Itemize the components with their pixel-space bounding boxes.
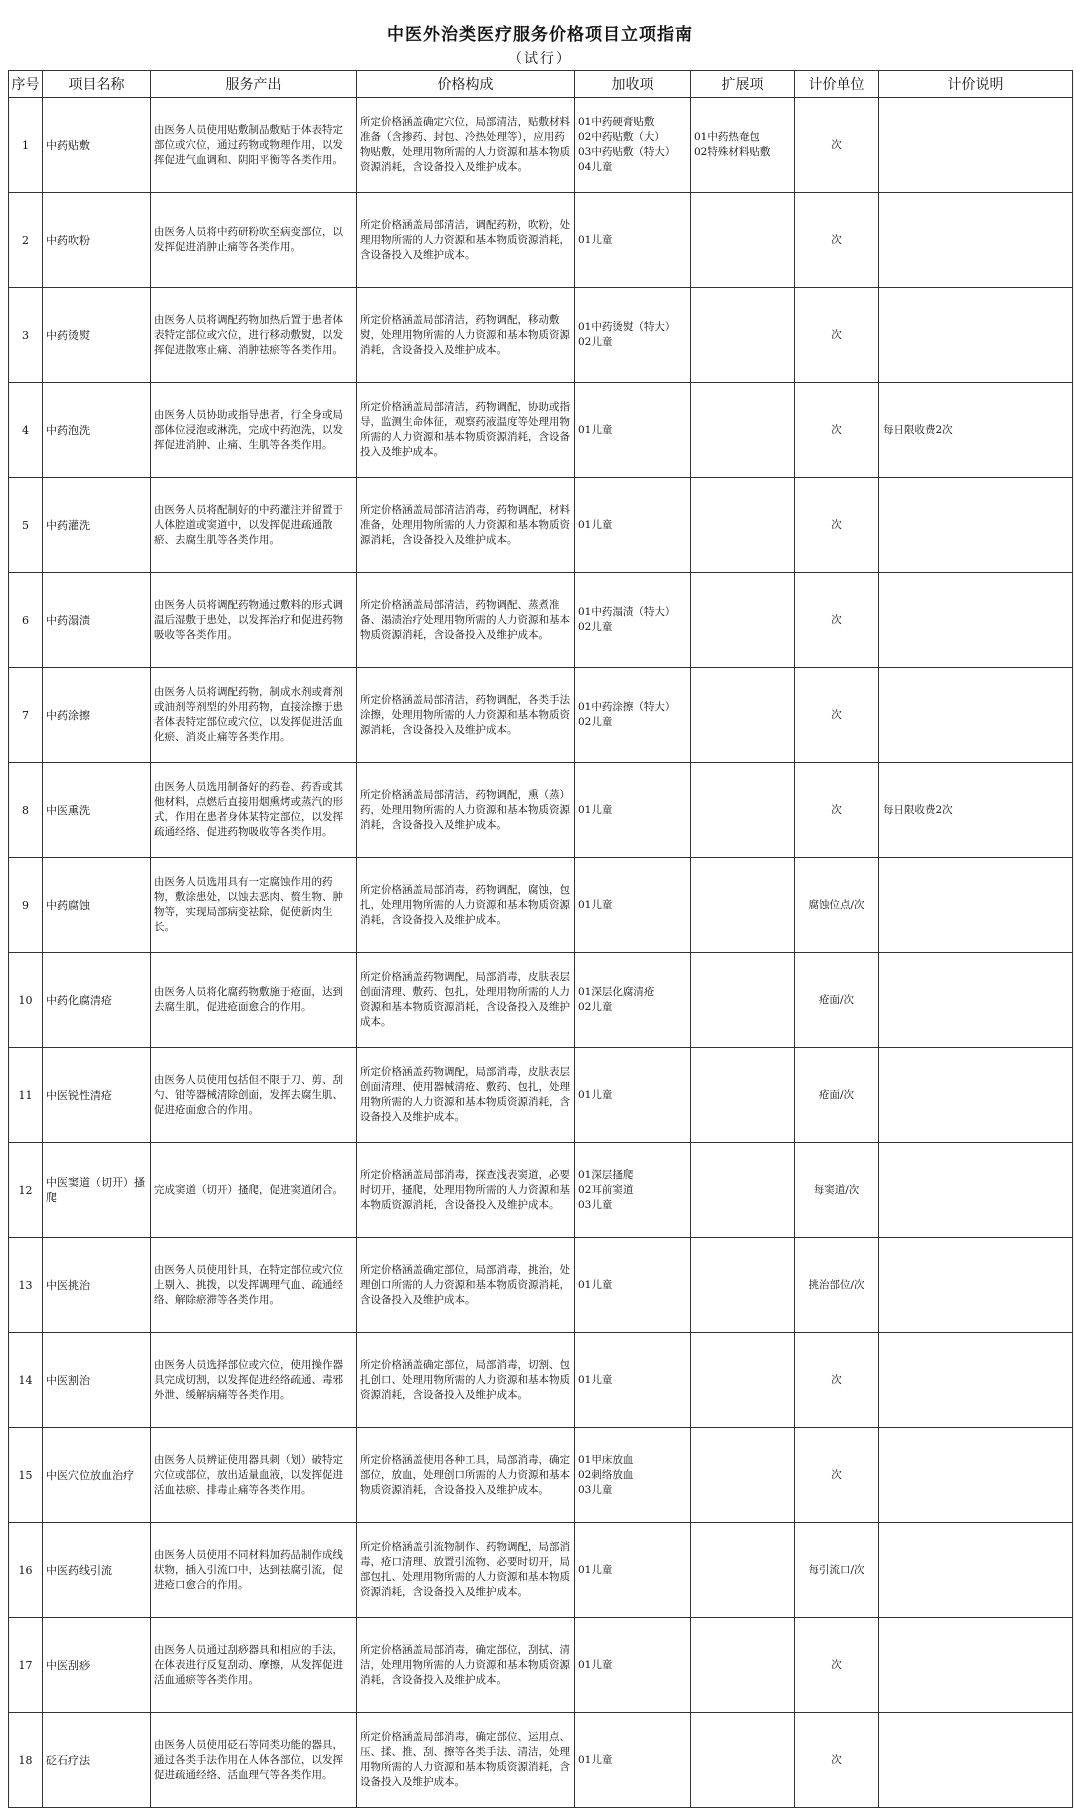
cell-item-name: 中医穴位放血治疗: [43, 1428, 151, 1523]
cell-surcharge: 01儿童: [575, 1048, 691, 1143]
cell-service-output: 由医务人员将中药研粉吹至病变部位，以发挥促进消肿止痛等各类作用。: [151, 193, 357, 288]
cell-service-output: 由医务人员使用砭石等同类功能的器具，通过各类手法作用在人体各部位，以发挥促进疏通经络、活血理气等各类作用。: [151, 1713, 357, 1808]
cell-item-name: 中医窦道（切开）搔爬: [43, 1143, 151, 1238]
cell-price-composition: 所定价格涵盖局部消毒，药物调配，腐蚀，包扎，处理用物所需的人力资源和基本物质资源消耗，含设备投入及维护成本。: [357, 858, 575, 953]
cell-extension: [691, 668, 795, 763]
cell-extension: [691, 573, 795, 668]
cell-surcharge: 01儿童: [575, 1238, 691, 1333]
cell-price-composition: 所定价格涵盖局部清洁，调配药粉，吹粉，处理用物所需的人力资源和基本物质资源消耗，含设备投入及维护成本。: [357, 193, 575, 288]
table-row: [9, 1618, 1073, 1713]
table-row: [9, 98, 1073, 193]
cell-price-composition: 所定价格涵盖局部消毒，探查浅表窦道，必要时切开，搔爬，处理用物所需的人力资源和基本物质资源消耗，含设备投入及维护成本。: [357, 1143, 575, 1238]
cell-service-output: 由医务人员将化腐药物敷施于疮面，达到去腐生肌，促进疮面愈合的作用。: [151, 953, 357, 1048]
cell-item-name: 中药泡洗: [43, 383, 151, 478]
cell-item-name: 中药涂擦: [43, 668, 151, 763]
cell-price-composition: 所定价格涵盖确定部位，局部消毒，挑治，处理创口所需的人力资源和基本物质资源消耗，含设备投入及维护成本。: [357, 1238, 575, 1333]
table-row: [9, 1143, 1073, 1238]
table-row: [9, 1333, 1073, 1428]
cell-item-name: 砭石疗法: [43, 1713, 151, 1808]
cell-surcharge: 01儿童: [575, 858, 691, 953]
table-row: [9, 953, 1073, 1048]
cell-price-composition: 所定价格涵盖引流物制作、药物调配，局部消毒，疮口清理、放置引流物、必要时切开，局部包扎、处理用物所需的人力资源和基本物质资源消耗，含设备投入及维护成本。: [357, 1523, 575, 1618]
cell-extension: [691, 1333, 795, 1428]
cell-price-composition: 所定价格涵盖确定穴位，局部清洁，贴敷材料准备（含掺药、封包、冷热处理等），应用药物贴敷，处理用物所需的人力资源和基本物质资源消耗，含设备投入及维护成本。: [357, 98, 575, 193]
cell-price-composition: 所定价格涵盖局部清洁，药物调配，熏（蒸）药，处理用物所需的人力资源和基本物质资源消耗，含设备投入及维护成本。: [357, 763, 575, 858]
cell-index: 8: [9, 763, 43, 858]
cell-item-name: 中药溻渍: [43, 573, 151, 668]
table-row: [9, 573, 1073, 668]
cell-surcharge: 01儿童: [575, 383, 691, 478]
cell-surcharge: 01儿童: [575, 1333, 691, 1428]
header-surcharge: 加收项: [575, 71, 691, 98]
cell-pricing-unit: 次: [795, 573, 879, 668]
cell-extension: [691, 763, 795, 858]
cell-item-name: 中医刮痧: [43, 1618, 151, 1713]
cell-index: 13: [9, 1238, 43, 1333]
table-body: [9, 98, 1073, 1808]
cell-pricing-note: [879, 1713, 1073, 1808]
cell-pricing-note: [879, 1048, 1073, 1143]
cell-pricing-note: [879, 478, 1073, 573]
cell-service-output: 由医务人员使用贴敷制品敷贴于体表特定部位或穴位，通过药物或物理作用，以发挥促进气血调和、阴阳平衡等各类作用。: [151, 98, 357, 193]
cell-price-composition: 所定价格涵盖局部消毒，确定部位，刮拭、清洁，处理用物所需的人力资源和基本物质资源消耗，含设备投入及维护成本。: [357, 1618, 575, 1713]
header-output: 服务产出: [151, 71, 357, 98]
cell-extension: 01中药热奄包 02特殊材料贴敷: [691, 98, 795, 193]
cell-price-composition: 所定价格涵盖局部清洁，药物调配、蒸煮准备、溻渍治疗处理用物所需的人力资源和基本物质资源消耗，含设备投入及维护成本。: [357, 573, 575, 668]
cell-service-output: 由医务人员将调配药物通过敷料的形式调温后湿敷于患处，以发挥治疗和促进药物吸收等各类作用。: [151, 573, 357, 668]
cell-surcharge: 01儿童: [575, 1618, 691, 1713]
cell-price-composition: 所定价格涵盖药物调配，局部消毒，皮肤表层创面清理、使用器械清疮、敷药、包扎，处理用物所需的人力资源和基本物质资源消耗，含设备投入及维护成本。: [357, 1048, 575, 1143]
cell-pricing-note: [879, 668, 1073, 763]
header-unit: 计价单位: [795, 71, 879, 98]
cell-surcharge: 01深层搔爬 02耳前窦道 03儿童: [575, 1143, 691, 1238]
cell-pricing-unit: 腐蚀位点/次: [795, 858, 879, 953]
cell-pricing-unit: 每窦道/次: [795, 1143, 879, 1238]
cell-pricing-note: [879, 1143, 1073, 1238]
cell-item-name: 中药灌洗: [43, 478, 151, 573]
cell-index: 11: [9, 1048, 43, 1143]
cell-extension: [691, 1713, 795, 1808]
cell-pricing-note: [879, 98, 1073, 193]
cell-index: 17: [9, 1618, 43, 1713]
cell-pricing-note: [879, 953, 1073, 1048]
header-index: 序号: [9, 71, 43, 98]
cell-extension: [691, 193, 795, 288]
cell-pricing-unit: 次: [795, 1428, 879, 1523]
cell-pricing-note: [879, 1238, 1073, 1333]
table-row: [9, 1428, 1073, 1523]
cell-pricing-unit: 次: [795, 1333, 879, 1428]
cell-service-output: 由医务人员选用制备好的药卷、药香或其他材料，点燃后直接用烟熏烤或蒸汽的形式，作用在患者身体某特定部位，以发挥疏通经络、促进药物吸收等各类作用。: [151, 763, 357, 858]
cell-item-name: 中医挑治: [43, 1238, 151, 1333]
cell-extension: [691, 478, 795, 573]
cell-index: 4: [9, 383, 43, 478]
cell-pricing-unit: 每引流口/次: [795, 1523, 879, 1618]
cell-price-composition: 所定价格涵盖确定部位，局部消毒，切割、包扎创口、处理用物所需的人力资源和基本物质资源消耗，含设备投入及维护成本。: [357, 1333, 575, 1428]
table-row: [9, 858, 1073, 953]
cell-service-output: 由医务人员将调配药物，制成水剂或膏剂或油剂等剂型的外用药物，直接涂擦于患者体表特定部位或穴位，以发挥促进活血化瘀、消炎止痛等各类作用。: [151, 668, 357, 763]
cell-pricing-note: 每日限收费2次: [879, 383, 1073, 478]
cell-index: 1: [9, 98, 43, 193]
cell-service-output: 由医务人员使用包括但不限于刀、剪、刮勺、钳等器械清除创面，发挥去腐生肌、促进疮面愈合的作用。: [151, 1048, 357, 1143]
cell-index: 3: [9, 288, 43, 383]
cell-pricing-note: [879, 1428, 1073, 1523]
cell-pricing-note: [879, 1523, 1073, 1618]
cell-surcharge: 01中药溻渍（特大） 02儿童: [575, 573, 691, 668]
cell-price-composition: 所定价格涵盖药物调配，局部消毒，皮肤表层创面清理、敷药、包扎，处理用物所需的人力资源和基本物质资源消耗，含设备投入及维护成本。: [357, 953, 575, 1048]
cell-extension: [691, 1618, 795, 1713]
cell-index: 16: [9, 1523, 43, 1618]
cell-extension: [691, 858, 795, 953]
cell-pricing-unit: 次: [795, 763, 879, 858]
cell-price-composition: 所定价格涵盖局部清洁，药物调配，协助或指导，监测生命体征，观察药液温度等处理用物所需的人力资源和基本物质资源消耗，含设备投入及维护成本。: [357, 383, 575, 478]
cell-price-composition: 所定价格涵盖局部清洁，药物调配，各类手法涂擦，处理用物所需的人力资源和基本物质资源消耗，含设备投入及维护成本。: [357, 668, 575, 763]
cell-item-name: 中药贴敷: [43, 98, 151, 193]
cell-extension: [691, 1238, 795, 1333]
cell-item-name: 中药化腐清疮: [43, 953, 151, 1048]
cell-index: 18: [9, 1713, 43, 1808]
cell-service-output: 由医务人员将调配药物加热后置于患者体表特定部位或穴位，进行移动敷熨，以发挥促进散寒止痛、消肿祛瘀等各类作用。: [151, 288, 357, 383]
cell-service-output: 由医务人员通过刮痧器具和相应的手法，在体表进行反复刮动、摩擦，从发挥促进活血通瘀等各类作用。: [151, 1618, 357, 1713]
cell-pricing-unit: 次: [795, 668, 879, 763]
cell-pricing-note: 每日限收费2次: [879, 763, 1073, 858]
table-row: [9, 288, 1073, 383]
cell-pricing-unit: 疮面/次: [795, 953, 879, 1048]
cell-item-name: 中药吹粉: [43, 193, 151, 288]
cell-pricing-unit: 次: [795, 98, 879, 193]
cell-pricing-unit: 次: [795, 478, 879, 573]
cell-index: 14: [9, 1333, 43, 1428]
cell-pricing-unit: 次: [795, 383, 879, 478]
document-subtitle: （试行）: [508, 51, 572, 67]
header-extension: 扩展项: [691, 71, 795, 98]
cell-price-composition: 所定价格涵盖局部清洁，药物调配，移动敷熨，处理用物所需的人力资源和基本物质资源消耗，含设备投入及维护成本。: [357, 288, 575, 383]
cell-service-output: 由医务人员使用针具，在特定部位或穴位上剔入、挑拨，以发挥调理气血、疏通经络、解除瘀滞等各类作用。: [151, 1238, 357, 1333]
cell-index: 7: [9, 668, 43, 763]
table-row: [9, 193, 1073, 288]
cell-service-output: 由医务人员协助或指导患者，行全身或局部体位浸泡或淋洗，完成中药泡洗，以发挥促进消肿、止痛、生肌等各类作用。: [151, 383, 357, 478]
cell-extension: [691, 1143, 795, 1238]
cell-surcharge: 01儿童: [575, 193, 691, 288]
table-row: [9, 1048, 1073, 1143]
cell-extension: [691, 1428, 795, 1523]
document-title: 中医外治类医疗服务价格项目立项指南: [387, 25, 693, 45]
cell-surcharge: 01儿童: [575, 478, 691, 573]
cell-item-name: 中医割治: [43, 1333, 151, 1428]
cell-pricing-note: [879, 1333, 1073, 1428]
cell-service-output: 由医务人员使用不同材料加药品制作成线状物，插入引流口中，达到祛腐引流，促进疮口愈合的作用。: [151, 1523, 357, 1618]
table-row: [9, 1713, 1073, 1808]
table-row: [9, 668, 1073, 763]
header-note: 计价说明: [879, 71, 1073, 98]
cell-index: 6: [9, 573, 43, 668]
pricing-table: [8, 70, 1073, 1808]
cell-pricing-unit: 挑治部位/次: [795, 1238, 879, 1333]
cell-price-composition: 所定价格涵盖局部消毒，确定部位、运用点、压、揉、推、刮、擦等各类手法、清洁，处理用物所需的人力资源和基本物质资源消耗，含设备投入及维护成本。: [357, 1713, 575, 1808]
cell-index: 5: [9, 478, 43, 573]
cell-index: 9: [9, 858, 43, 953]
cell-extension: [691, 953, 795, 1048]
header-name: 项目名称: [43, 71, 151, 98]
cell-item-name: 中医熏洗: [43, 763, 151, 858]
cell-pricing-note: [879, 858, 1073, 953]
cell-extension: [691, 288, 795, 383]
cell-item-name: 中医锐性清疮: [43, 1048, 151, 1143]
cell-service-output: 由医务人员选用具有一定腐蚀作用的药物，敷涂患处，以蚀去恶肉、赘生物、肿物等，实现局部病变祛除，促使新肉生长。: [151, 858, 357, 953]
cell-extension: [691, 383, 795, 478]
cell-extension: [691, 1523, 795, 1618]
cell-pricing-note: [879, 288, 1073, 383]
cell-service-output: 由医务人员将配制好的中药灌注并留置于人体腔道或窦道中，以发挥促进疏通散瘀、去腐生肌等各类作用。: [151, 478, 357, 573]
cell-price-composition: 所定价格涵盖使用各种工具，局部消毒，确定部位，放血，处理创口所需的人力资源和基本物质资源消耗，含设备投入及维护成本。: [357, 1428, 575, 1523]
cell-service-output: 完成窦道（切开）搔爬，促进窦道闭合。: [151, 1143, 357, 1238]
cell-index: 15: [9, 1428, 43, 1523]
cell-surcharge: 01甲床放血 02刺络放血 03儿童: [575, 1428, 691, 1523]
cell-pricing-unit: 次: [795, 1618, 879, 1713]
cell-index: 2: [9, 193, 43, 288]
cell-item-name: 中医药线引流: [43, 1523, 151, 1618]
cell-pricing-unit: 次: [795, 288, 879, 383]
cell-surcharge: 01儿童: [575, 763, 691, 858]
table-row: [9, 1238, 1073, 1333]
cell-item-name: 中药烫熨: [43, 288, 151, 383]
cell-pricing-unit: 次: [795, 193, 879, 288]
table-header-row: [9, 71, 1073, 98]
cell-surcharge: 01中药烫熨（特大） 02儿童: [575, 288, 691, 383]
cell-surcharge: 01儿童: [575, 1523, 691, 1618]
cell-extension: [691, 1048, 795, 1143]
cell-surcharge: 01中药硬膏贴敷 02中药贴敷（大） 03中药贴敷（特大） 04儿童: [575, 98, 691, 193]
table-row: [9, 1523, 1073, 1618]
cell-index: 12: [9, 1143, 43, 1238]
cell-pricing-note: [879, 573, 1073, 668]
table-row: [9, 763, 1073, 858]
cell-price-composition: 所定价格涵盖局部清洁消毒，药物调配，材料准备，处理用物所需的人力资源和基本物质资源消耗，含设备投入及维护成本。: [357, 478, 575, 573]
cell-surcharge: 01儿童: [575, 1713, 691, 1808]
header-price: 价格构成: [357, 71, 575, 98]
cell-service-output: 由医务人员选择部位或穴位，使用操作器具完成切割，以发挥促进经络疏通、毒邪外泄、缓解病痛等各类作用。: [151, 1333, 357, 1428]
cell-index: 10: [9, 953, 43, 1048]
cell-surcharge: 01深层化腐清疮 02儿童: [575, 953, 691, 1048]
cell-item-name: 中药腐蚀: [43, 858, 151, 953]
cell-surcharge: 01中药涂擦（特大） 02儿童: [575, 668, 691, 763]
table-row: [9, 383, 1073, 478]
cell-pricing-note: [879, 193, 1073, 288]
cell-pricing-unit: 次: [795, 1713, 879, 1808]
cell-pricing-note: [879, 1618, 1073, 1713]
table-row: [9, 478, 1073, 573]
cell-pricing-unit: 疮面/次: [795, 1048, 879, 1143]
cell-service-output: 由医务人员辨证使用器具刺（划）破特定穴位或部位，放出适量血液，以发挥促进活血祛瘀、排毒止痛等各类作用。: [151, 1428, 357, 1523]
